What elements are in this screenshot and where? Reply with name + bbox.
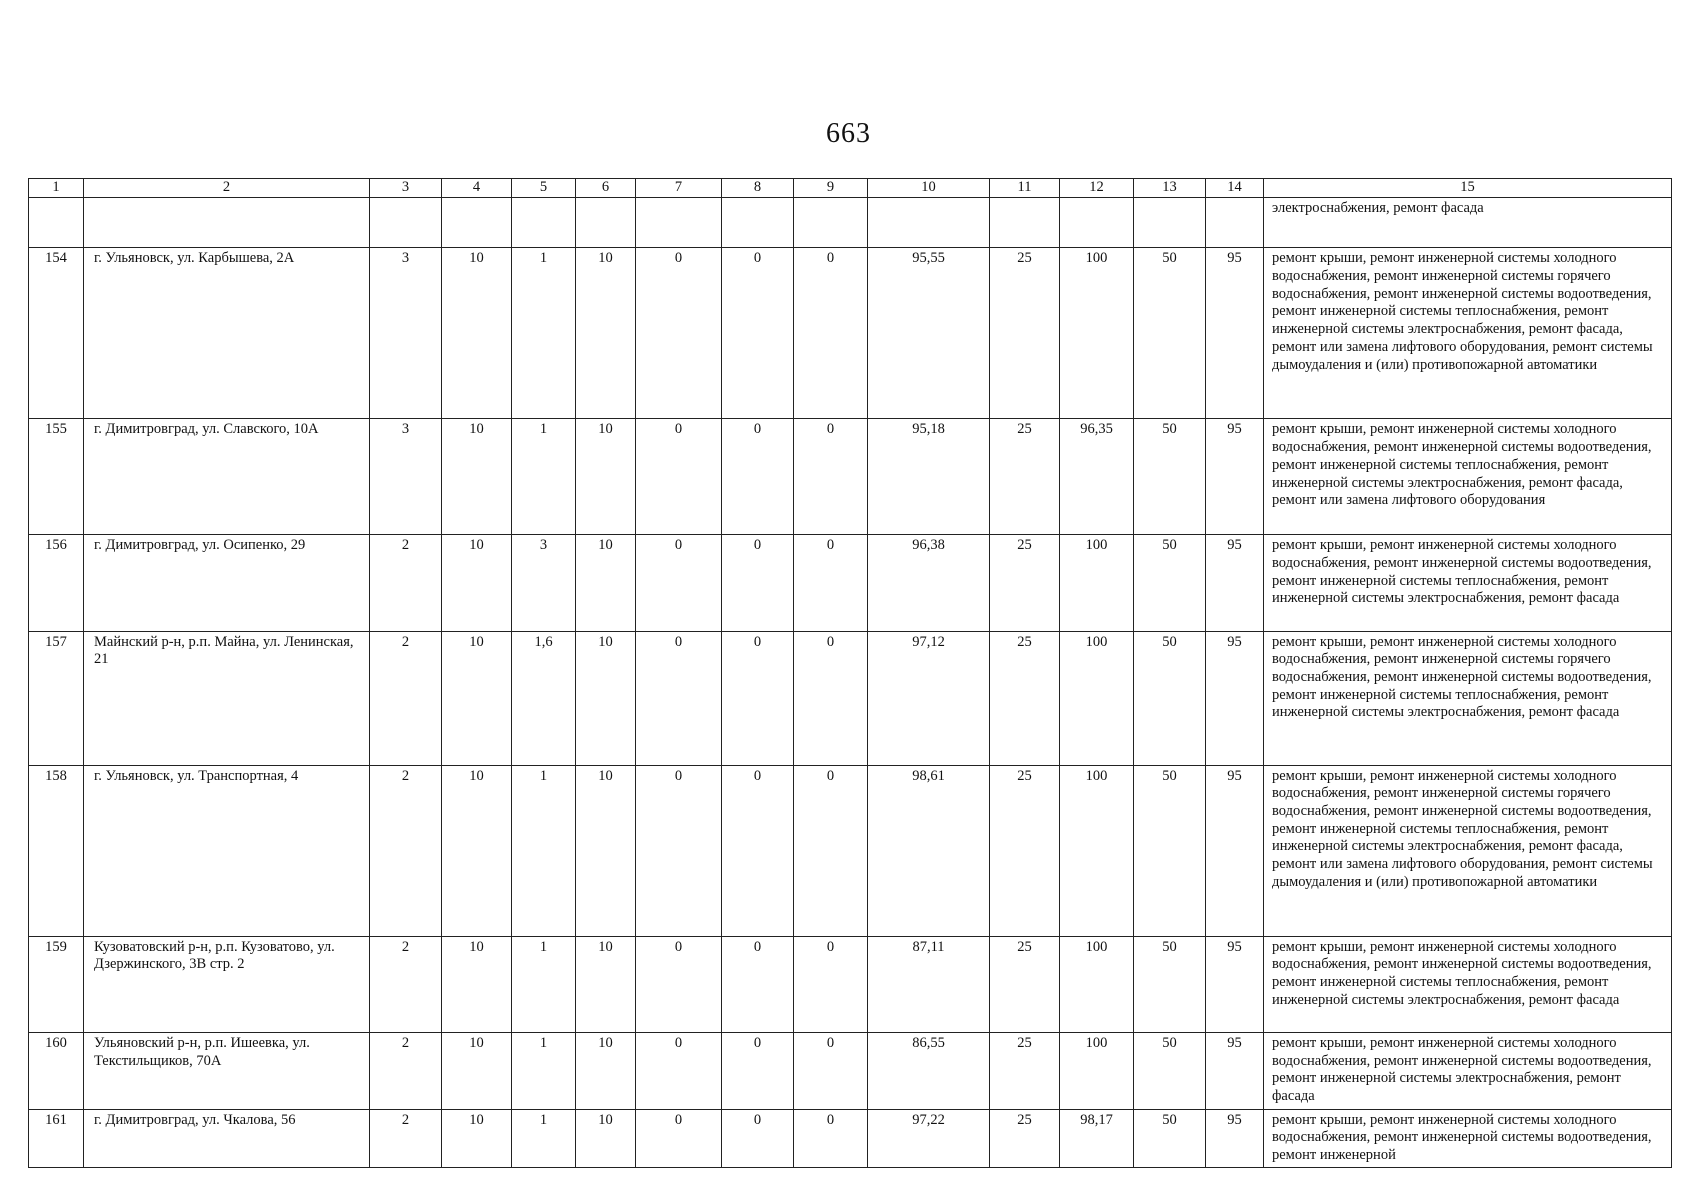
works-cell: ремонт крыши, ремонт инженерной системы холодного водоснабжения, ремонт инженерной системы горячего водоснабжения, ремонт инженерной системы водоотведения, ремонт инженерной системы теплоснабжения, ремонт инженерной системы электроснабжения, ремонт фасада xyxy=(1264,631,1672,765)
table-cell: 100 xyxy=(1060,248,1134,419)
table-cell: 0 xyxy=(636,419,722,535)
table-cell: 95 xyxy=(1206,765,1264,936)
table-cell: 25 xyxy=(990,248,1060,419)
header-cell: 5 xyxy=(512,179,576,198)
table-cell: 0 xyxy=(794,1033,868,1109)
table-cell: 10 xyxy=(442,1109,512,1167)
table-cell: 87,11 xyxy=(868,936,990,1033)
works-cell: электроснабжения, ремонт фасада xyxy=(1264,198,1672,248)
table-cell: 2 xyxy=(370,1033,442,1109)
continuation-row xyxy=(29,198,1672,248)
table-cell: 0 xyxy=(722,1109,794,1167)
table-cell: 1 xyxy=(512,1109,576,1167)
table-cell: 25 xyxy=(990,1109,1060,1167)
table-cell: 95 xyxy=(1206,1033,1264,1109)
table-cell: 10 xyxy=(576,1033,636,1109)
table-row xyxy=(29,248,1672,419)
table-cell: 10 xyxy=(576,248,636,419)
works-cell: ремонт крыши, ремонт инженерной системы холодного водоснабжения, ремонт инженерной системы водоотведения, ремонт инженерной xyxy=(1264,1109,1672,1167)
address-cell: г. Димитровград, ул. Осипенко, 29 xyxy=(84,535,370,632)
row-number: 159 xyxy=(29,936,84,1033)
table-cell: 2 xyxy=(370,1109,442,1167)
table-cell: 1 xyxy=(512,419,576,535)
table-cell: 25 xyxy=(990,936,1060,1033)
table-cell: 0 xyxy=(722,419,794,535)
table-cell: 95,55 xyxy=(868,248,990,419)
table-cell: 3 xyxy=(512,535,576,632)
table-row xyxy=(29,419,1672,535)
table-cell: 10 xyxy=(442,765,512,936)
table-cell: 10 xyxy=(576,765,636,936)
address-cell: г. Ульяновск, ул. Карбышева, 2А xyxy=(84,248,370,419)
header-cell: 1 xyxy=(29,179,84,198)
header-cell: 8 xyxy=(722,179,794,198)
table-cell: 97,22 xyxy=(868,1109,990,1167)
table-cell: 0 xyxy=(794,631,868,765)
header-cell: 2 xyxy=(84,179,370,198)
table-cell: 10 xyxy=(442,1033,512,1109)
table-cell: 95 xyxy=(1206,936,1264,1033)
table-cell: 25 xyxy=(990,535,1060,632)
table-cell: 0 xyxy=(636,248,722,419)
table-cell: 10 xyxy=(442,535,512,632)
table-cell: 50 xyxy=(1134,248,1206,419)
row-number: 154 xyxy=(29,248,84,419)
table-cell: 2 xyxy=(370,631,442,765)
table-cell: 1,6 xyxy=(512,631,576,765)
table-cell: 50 xyxy=(1134,1109,1206,1167)
table-cell: 100 xyxy=(1060,765,1134,936)
header-cell: 11 xyxy=(990,179,1060,198)
table-cell: 95 xyxy=(1206,248,1264,419)
table-cell: 0 xyxy=(794,419,868,535)
table-cell: 0 xyxy=(722,631,794,765)
works-cell: ремонт крыши, ремонт инженерной системы холодного водоснабжения, ремонт инженерной системы водоотведения, ремонт инженерной системы теплоснабжения, ремонт инженерной системы электроснабжения, ремонт фасада xyxy=(1264,936,1672,1033)
table-cell: 2 xyxy=(370,765,442,936)
table-cell: 3 xyxy=(370,248,442,419)
table-cell: 100 xyxy=(1060,936,1134,1033)
table-cell: 0 xyxy=(794,248,868,419)
works-cell: ремонт крыши, ремонт инженерной системы холодного водоснабжения, ремонт инженерной системы водоотведения, ремонт инженерной системы теплоснабжения, ремонт инженерной системы электроснабжения, ремонт фасада, ремонт или замена лифтового оборудования xyxy=(1264,419,1672,535)
header-cell: 3 xyxy=(370,179,442,198)
table-cell: 0 xyxy=(722,1033,794,1109)
header-cell: 4 xyxy=(442,179,512,198)
table-cell: 50 xyxy=(1134,419,1206,535)
table-cell: 0 xyxy=(794,1109,868,1167)
table-cell: 10 xyxy=(442,631,512,765)
address-cell: г. Ульяновск, ул. Транспортная, 4 xyxy=(84,765,370,936)
table-cell: 1 xyxy=(512,936,576,1033)
table-cell: 96,38 xyxy=(868,535,990,632)
table-row xyxy=(29,631,1672,765)
row-number: 161 xyxy=(29,1109,84,1167)
table-cell: 10 xyxy=(576,631,636,765)
header-cell: 6 xyxy=(576,179,636,198)
table-row xyxy=(29,765,1672,936)
table-row xyxy=(29,1033,1672,1109)
address-cell: г. Димитровград, ул. Славского, 10А xyxy=(84,419,370,535)
table-cell: 25 xyxy=(990,765,1060,936)
table-cell: 100 xyxy=(1060,1033,1134,1109)
table-cell: 10 xyxy=(576,936,636,1033)
table-cell: 2 xyxy=(370,936,442,1033)
works-cell: ремонт крыши, ремонт инженерной системы холодного водоснабжения, ремонт инженерной системы горячего водоснабжения, ремонт инженерной системы водоотведения, ремонт инженерной системы теплоснабжения, ремонт инженерной системы электроснабжения, ремонт фасада, ремонт или замена лифтового оборудования, ремонт системы дымоудаления и (или) противопожарной автоматики xyxy=(1264,248,1672,419)
table-cell: 98,61 xyxy=(868,765,990,936)
table-cell: 10 xyxy=(442,936,512,1033)
address-cell: Ульяновский р-н, р.п. Ишеевка, ул. Текстильщиков, 70А xyxy=(84,1033,370,1109)
header-cell: 7 xyxy=(636,179,722,198)
table-cell: 0 xyxy=(722,765,794,936)
table-cell: 0 xyxy=(636,1033,722,1109)
page-number: 663 xyxy=(826,118,871,149)
header-cell: 10 xyxy=(868,179,990,198)
table-cell: 50 xyxy=(1134,765,1206,936)
table-cell: 0 xyxy=(636,936,722,1033)
table-cell: 95 xyxy=(1206,535,1264,632)
table-cell: 50 xyxy=(1134,535,1206,632)
table-cell: 50 xyxy=(1134,631,1206,765)
header-cell: 14 xyxy=(1206,179,1264,198)
table-cell: 0 xyxy=(722,248,794,419)
table-cell: 0 xyxy=(794,535,868,632)
table-cell: 1 xyxy=(512,248,576,419)
works-cell: ремонт крыши, ремонт инженерной системы холодного водоснабжения, ремонт инженерной системы водоотведения, ремонт инженерной системы электроснабжения, ремонт фасада xyxy=(1264,1033,1672,1109)
table-cell: 2 xyxy=(370,535,442,632)
table-cell: 10 xyxy=(442,248,512,419)
table-cell: 3 xyxy=(370,419,442,535)
works-cell: ремонт крыши, ремонт инженерной системы холодного водоснабжения, ремонт инженерной системы водоотведения, ремонт инженерной системы теплоснабжения, ремонт инженерной системы электроснабжения, ремонт фасада xyxy=(1264,535,1672,632)
table-cell: 25 xyxy=(990,1033,1060,1109)
row-number: 160 xyxy=(29,1033,84,1109)
table-cell: 0 xyxy=(794,765,868,936)
table-cell: 10 xyxy=(576,535,636,632)
table-cell: 100 xyxy=(1060,631,1134,765)
table-cell: 0 xyxy=(722,535,794,632)
table-cell: 10 xyxy=(576,1109,636,1167)
table-cell: 86,55 xyxy=(868,1033,990,1109)
table-cell: 1 xyxy=(512,765,576,936)
row-number: 158 xyxy=(29,765,84,936)
table-cell: 97,12 xyxy=(868,631,990,765)
table-cell: 95 xyxy=(1206,1109,1264,1167)
row-number: 157 xyxy=(29,631,84,765)
table-cell: 98,17 xyxy=(1060,1109,1134,1167)
column-number-row xyxy=(29,179,1672,198)
header-cell: 13 xyxy=(1134,179,1206,198)
table-row xyxy=(29,936,1672,1033)
table-cell: 25 xyxy=(990,419,1060,535)
works-table xyxy=(28,178,1672,1168)
row-number: 155 xyxy=(29,419,84,535)
table-row xyxy=(29,1109,1672,1167)
table-cell: 0 xyxy=(636,765,722,936)
table-cell: 10 xyxy=(576,419,636,535)
address-cell: Кузоватовский р-н, р.п. Кузоватово, ул. Дзержинского, 3В стр. 2 xyxy=(84,936,370,1033)
address-cell: Майнский р-н, р.п. Майна, ул. Ленинская, 21 xyxy=(84,631,370,765)
table-cell: 50 xyxy=(1134,1033,1206,1109)
table-row xyxy=(29,535,1672,632)
table-cell: 0 xyxy=(636,535,722,632)
table-cell: 1 xyxy=(512,1033,576,1109)
address-cell: г. Димитровград, ул. Чкалова, 56 xyxy=(84,1109,370,1167)
table-cell: 0 xyxy=(722,936,794,1033)
works-cell: ремонт крыши, ремонт инженерной системы холодного водоснабжения, ремонт инженерной системы горячего водоснабжения, ремонт инженерной системы водоотведения, ремонт инженерной системы теплоснабжения, ремонт инженерной системы электроснабжения, ремонт фасада, ремонт или замена лифтового оборудования, ремонт системы дымоудаления и (или) противопожарной автоматики xyxy=(1264,765,1672,936)
table-cell: 95,18 xyxy=(868,419,990,535)
table-cell: 0 xyxy=(794,936,868,1033)
table-cell: 0 xyxy=(636,631,722,765)
table-cell: 10 xyxy=(442,419,512,535)
table-cell: 100 xyxy=(1060,535,1134,632)
row-number: 156 xyxy=(29,535,84,632)
table-cell: 95 xyxy=(1206,631,1264,765)
table-cell: 96,35 xyxy=(1060,419,1134,535)
header-cell: 9 xyxy=(794,179,868,198)
table-cell: 95 xyxy=(1206,419,1264,535)
header-cell: 15 xyxy=(1264,179,1672,198)
header-cell: 12 xyxy=(1060,179,1134,198)
table-cell: 0 xyxy=(636,1109,722,1167)
table-cell: 50 xyxy=(1134,936,1206,1033)
table-cell: 25 xyxy=(990,631,1060,765)
